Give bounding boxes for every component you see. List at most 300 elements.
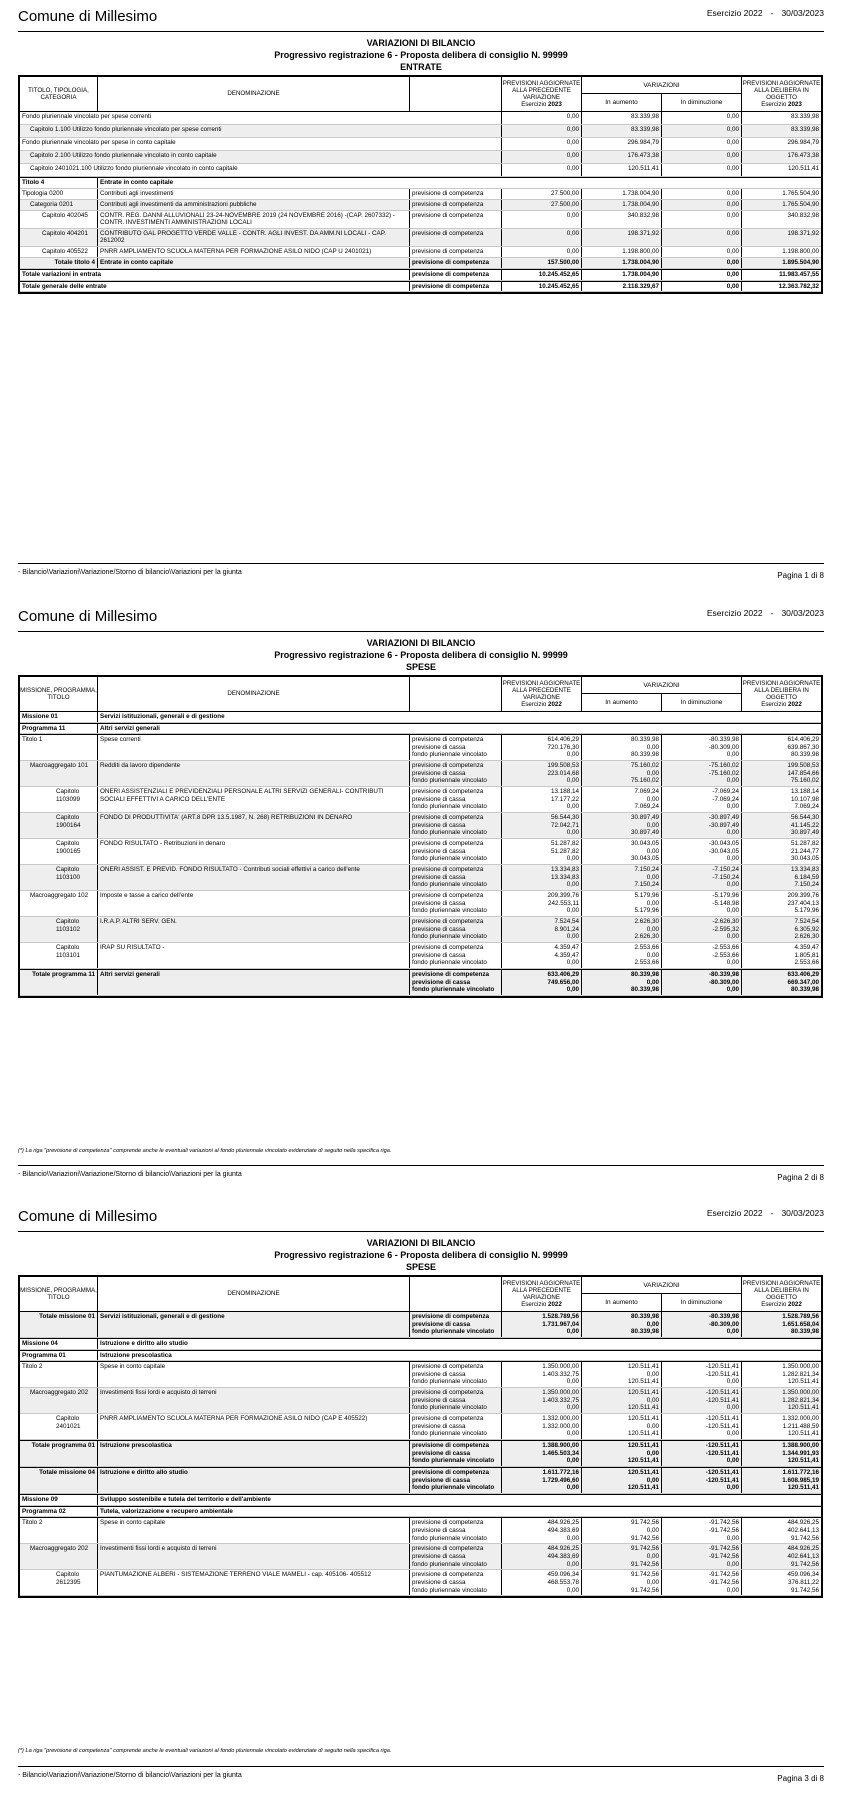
table-row [20, 1414, 821, 1440]
row-code [20, 200, 98, 210]
row-value [662, 125, 742, 137]
row-value-line: 4.359,47 [554, 944, 579, 952]
row-value [582, 247, 662, 257]
row-value-line: 0,00 [646, 769, 659, 777]
row-value [582, 943, 662, 968]
prev-prec-label: PREVISIONI AGGIORNATE ALLA PRECEDENTE VARIAZIONE [502, 679, 581, 701]
row-type-line: previsione di competenza [412, 247, 484, 255]
row-value-line: 0,00 [646, 873, 659, 881]
row-value [742, 189, 821, 199]
row-denominazione-line: Altri servizi generali [100, 971, 160, 979]
row-value-line: 1.403.332,75 [542, 1370, 579, 1378]
row-value-line: 12.363.782,32 [778, 282, 819, 290]
row-value-line: 7.524,54 [554, 918, 579, 926]
col-header-variazioni: VARIAZIONI [582, 1277, 742, 1294]
row-value-line: 176.473,38 [787, 152, 819, 159]
table-row [20, 1350, 821, 1362]
row-value-line: 120.511,41 [627, 1484, 659, 1492]
row-value-line: 0,00 [566, 1404, 579, 1412]
col-header-prev-delib [742, 677, 821, 711]
row-type-line: previsione di competenza [412, 892, 484, 900]
row-type-line: previsione di competenza [412, 211, 484, 219]
year: 2023 [548, 101, 562, 109]
row-value [502, 1312, 582, 1337]
row-value-line: 1.738.004,90 [622, 270, 659, 278]
row-value-line: 30.897,49 [630, 814, 659, 822]
row-type-line: previsione di competenza [412, 944, 484, 952]
row-value-line: 91.742,56 [630, 1534, 659, 1542]
row-denominazione [98, 724, 821, 734]
row-value-line: 30.043,05 [630, 840, 659, 848]
page-header [18, 608, 824, 632]
row-value-line: 120.511,41 [627, 1389, 659, 1397]
row-value-line: 614.406,29 [787, 736, 819, 744]
row-type-line: previsione di competenza [412, 1545, 484, 1553]
row-code-line: Programma 02 [22, 1507, 66, 1515]
row-value-line: 10.107,98 [790, 795, 819, 803]
row-value-line: 7.150,24 [794, 881, 819, 889]
row-value-line: 484.926,25 [787, 1519, 819, 1527]
row-value-line: 0,00 [726, 200, 739, 208]
row-type-line: previsione di competenza [412, 1571, 484, 1579]
row-type [410, 761, 502, 786]
row-value-line: 1.765.504,90 [782, 200, 819, 208]
row-value-line: 30.897,49 [630, 829, 659, 837]
row-type-line: previsione di cassa [412, 978, 471, 986]
row-code [20, 247, 98, 257]
row-value-line: 80.339,98 [790, 751, 819, 759]
footer-path: - Bilancio\Variazioni\Variazione/Storno di bilancio\Variazioni per la giunta [18, 1772, 242, 1779]
row-value-line: -7.150,24 [712, 866, 739, 874]
row-code [20, 164, 502, 176]
row-code-line: Capitolo 402045 [42, 211, 88, 219]
row-value-line: 91.742,56 [630, 1571, 659, 1579]
page-header [18, 8, 824, 32]
row-value-line: 120.511,41 [787, 1457, 819, 1465]
doc-subtitle: Progressivo registrazione 6 - Proposta delibera di consiglio N. 99999 [274, 1250, 568, 1260]
row-value-line: 0,00 [566, 152, 579, 159]
table-row [20, 189, 821, 200]
row-value [582, 917, 662, 942]
section-title: ENTRATE [400, 62, 442, 72]
table-row [20, 211, 821, 229]
row-value-line: 0,00 [726, 282, 739, 290]
row-value-line: 1.729.496,60 [542, 1476, 579, 1484]
table-row [20, 1506, 821, 1518]
row-value-line: 209.399,76 [787, 892, 819, 900]
row-value-line: 4.359,47 [554, 951, 579, 959]
row-value [742, 891, 821, 916]
table-body [20, 111, 821, 292]
row-value-line: 633.406,29 [547, 971, 579, 979]
row-type-line: previsione di competenza [412, 736, 484, 744]
row-value-line: 1.611.772,16 [782, 1469, 819, 1477]
exercise-date: Esercizio 2022 - 30/03/2023 [706, 1208, 824, 1218]
row-denominazione [98, 1507, 821, 1517]
row-value-line: -120.511,41 [705, 1396, 739, 1404]
row-code-line: Macroaggregato 202 [30, 1389, 89, 1397]
row-value-line: 0,00 [646, 821, 659, 829]
row-value [582, 970, 662, 995]
row-type-line: previsione di competenza [412, 1469, 489, 1477]
row-value-line: 0,00 [726, 907, 739, 915]
row-value-line: 30.043,05 [790, 855, 819, 863]
row-value [742, 761, 821, 786]
row-denominazione [98, 1495, 821, 1505]
row-value-line: 0,00 [566, 803, 579, 811]
row-type [410, 282, 502, 292]
row-value-line: -75.160,02 [708, 762, 739, 770]
row-value-line: 13.334,83 [550, 873, 579, 881]
row-code [20, 1570, 98, 1595]
doc-subtitle: Progressivo registrazione 6 - Proposta delibera di consiglio N. 99999 [274, 650, 568, 660]
row-value-line: 0,00 [566, 165, 579, 172]
row-value [502, 200, 582, 210]
table-row [20, 1361, 821, 1388]
row-type [410, 943, 502, 968]
row-denominazione-line: PNRR AMPLIAMENTO SCUOLA MATERNA PER FORMAZIONE ASILO NIDO (CAP U 2401021) [100, 247, 372, 255]
row-value-line: 0,00 [646, 743, 659, 751]
row-value-line: 494.383,69 [547, 1526, 579, 1534]
col-header-diminuzione: In diminuzione [662, 1294, 742, 1311]
row-value [742, 735, 821, 760]
row-value-line: 1.332.000,00 [542, 1415, 579, 1423]
table-row [20, 969, 821, 996]
row-code [20, 151, 502, 163]
row-value-line: 83.339,98 [630, 113, 659, 120]
row-type [410, 1441, 502, 1466]
row-code-line: Titolo 2 [22, 1519, 43, 1527]
row-value [742, 270, 821, 280]
row-value [502, 1414, 582, 1439]
row-value-line: 1.403.332,75 [542, 1396, 579, 1404]
esercizio-label: Esercizio [521, 1301, 549, 1309]
row-type-line: previsione di cassa [412, 743, 466, 751]
row-value [502, 917, 582, 942]
row-value-line: 21.244,77 [790, 847, 819, 855]
row-denominazione-line: Altri servizi generali [100, 724, 160, 732]
row-value-line: 0,00 [646, 847, 659, 855]
row-code [20, 712, 98, 722]
row-value-line: 0,00 [646, 1526, 659, 1534]
row-value-line: 0,00 [646, 1320, 659, 1328]
row-value-line: 484.926,25 [787, 1545, 819, 1553]
page-number: Pagina 1 di 8 [777, 571, 824, 580]
page-footer [18, 1766, 824, 1783]
row-value [502, 1570, 582, 1595]
row-code-line: Capitolo 2401021.100 Utilizzo fondo pluriennale vincolato in conto capitale [30, 165, 238, 172]
row-value [662, 138, 742, 150]
table-row [20, 1544, 821, 1570]
prev-delib-year [742, 101, 821, 108]
table-body [20, 711, 821, 996]
esercizio-label: Esercizio [521, 701, 549, 709]
row-value-line: 0,00 [726, 113, 739, 120]
row-value [502, 211, 582, 228]
row-value-line: 75.160,02 [630, 762, 659, 770]
row-type-line: previsione di cassa [412, 1578, 466, 1586]
row-value-line: 0,00 [726, 1586, 739, 1594]
table-row [20, 712, 821, 723]
col-header-denominazione: DENOMINAZIONE [98, 77, 410, 111]
row-value [502, 970, 582, 995]
row-type-line: previsione di cassa [412, 1476, 471, 1484]
row-type [410, 1362, 502, 1387]
row-value-line: 0,00 [726, 986, 739, 994]
row-value-line: 0,00 [726, 803, 739, 811]
row-value-line: 83.339,98 [790, 113, 819, 120]
row-value [662, 917, 742, 942]
row-value-line: -80.339,98 [708, 971, 739, 979]
row-code-line: Capitolo 404201 [42, 229, 88, 237]
row-type-line: fondo pluriennale vincolato [412, 881, 487, 889]
col-header-prev-delib [742, 77, 821, 111]
row-value-line: 0,00 [566, 1328, 579, 1336]
exercise-date: Esercizio 2022 - 30/03/2023 [706, 608, 824, 618]
col-header-denominazione: DENOMINAZIONE [98, 677, 410, 711]
row-value [502, 151, 582, 163]
row-code [20, 1468, 98, 1493]
row-value [662, 970, 742, 995]
table-row [20, 151, 821, 164]
row-code-line: Macroaggregato 102 [30, 892, 89, 900]
row-value [662, 1312, 742, 1337]
row-code [20, 1507, 98, 1517]
row-type-line: previsione di cassa [412, 769, 466, 777]
row-value [742, 112, 821, 124]
table-row [20, 138, 821, 151]
row-type-line: previsione di cassa [412, 925, 466, 933]
row-value-line: 749.656,00 [547, 978, 579, 986]
row-denominazione-line: Istruzione e diritto allo studio [100, 1469, 188, 1477]
row-denominazione [98, 943, 410, 968]
footnote: (*) La riga "previsione di competenza" comprende anche le eventuali variazioni al fondo pluriennale vincolato evidenziate di seguito nella specifica riga. [18, 1748, 392, 1754]
row-value-line: 7.524,54 [794, 918, 819, 926]
row-type [410, 1388, 502, 1413]
row-value-line: -2.553,66 [712, 944, 739, 952]
row-value-line: 0,00 [566, 1586, 579, 1594]
row-code [20, 970, 98, 995]
row-type-line: fondo pluriennale vincolato [412, 1560, 487, 1568]
row-value-line: 402.641,13 [787, 1552, 819, 1560]
row-denominazione-line: FONDO RISULTATO - Retribuzioni in denaro [100, 840, 226, 848]
table-row [20, 112, 821, 125]
row-value-line: 120.511,41 [787, 1430, 819, 1438]
row-type-line: previsione di cassa [412, 1552, 466, 1560]
table-row [20, 164, 821, 177]
row-value-line: 120.511,41 [787, 165, 819, 172]
esercizio-label: Esercizio [521, 101, 549, 109]
row-code [20, 891, 98, 916]
row-value [582, 151, 662, 163]
row-type-line: fondo pluriennale vincolato [412, 959, 487, 967]
row-code [20, 1414, 98, 1439]
row-denominazione-line: Servizi istituzionali, generali e di gestione [100, 713, 225, 720]
row-type-line: previsione di competenza [412, 1389, 484, 1397]
row-value-line: 2.553,66 [634, 944, 659, 952]
row-value [502, 1544, 582, 1569]
row-value-line: 13.334,83 [790, 866, 819, 874]
col-header-prev-prec [502, 677, 582, 711]
row-value-line: 120.511,41 [627, 1415, 659, 1423]
row-value-line: 459.096,34 [787, 1571, 819, 1579]
row-value-line: 296.984,79 [627, 139, 659, 146]
row-value-line: 75.160,02 [790, 777, 819, 785]
row-value-line: 91.742,56 [630, 1519, 659, 1527]
row-code-line: Capitolo 1103100 [56, 866, 81, 881]
row-value-line: 1.465.503,34 [542, 1449, 579, 1457]
row-value-line: 120.511,41 [627, 1404, 659, 1412]
row-value [582, 1414, 662, 1439]
row-value-line: 0,00 [566, 247, 579, 255]
page-2 [0, 600, 842, 1200]
row-code [20, 1495, 98, 1505]
row-type-line: fondo pluriennale vincolato [412, 1534, 487, 1542]
row-denominazione-line: Contributi agli investimenti da amministrazioni pubbliche [100, 200, 257, 208]
row-value-line: 2.118.329,67 [622, 282, 659, 290]
prev-delib-year [742, 1301, 821, 1308]
row-code-line: Totale variazioni in entrata [22, 270, 101, 278]
row-value [582, 282, 662, 292]
row-value [742, 1312, 821, 1337]
row-code [20, 865, 98, 890]
row-value [742, 1441, 821, 1466]
row-value [502, 891, 582, 916]
row-value-line: 120.511,41 [627, 1378, 659, 1386]
row-denominazione [98, 200, 410, 210]
row-value [582, 189, 662, 199]
row-value-line: 120.511,41 [627, 1442, 659, 1450]
row-value-line: 1.350.000,00 [542, 1363, 579, 1371]
row-value [502, 229, 582, 246]
row-denominazione [98, 1362, 410, 1387]
row-denominazione [98, 1351, 821, 1361]
row-value [502, 125, 582, 137]
row-code-line: Totale programma 11 [32, 971, 95, 979]
row-value [582, 1468, 662, 1493]
row-type-line: fondo pluriennale vincolato [412, 829, 487, 837]
prev-delib-label: PREVISIONI AGGIORNATE ALLA DELIBERA IN OGGETTO [742, 1279, 821, 1301]
row-code-line: Macroaggregato 202 [30, 1545, 89, 1553]
row-value [742, 1544, 821, 1569]
row-value-line: 0,00 [726, 1560, 739, 1568]
row-type-line: previsione di competenza [412, 788, 484, 796]
row-value [582, 1518, 662, 1543]
row-value-line: 199.508,53 [547, 762, 579, 770]
row-value-line: 0,00 [726, 1378, 739, 1386]
row-value [742, 865, 821, 890]
row-value-line: 376.811,22 [787, 1578, 819, 1586]
row-denominazione [98, 917, 410, 942]
row-value-line: 340.832,98 [627, 211, 659, 219]
row-value [742, 813, 821, 838]
section-title: SPESE [405, 662, 436, 672]
row-value [742, 1388, 821, 1413]
year: 2022 [788, 701, 802, 709]
row-denominazione-line: Spese in conto capitale [100, 1363, 166, 1371]
row-value-line: 0,00 [726, 258, 739, 266]
row-value-line: 198.371,92 [627, 229, 659, 237]
row-denominazione-line: Imposte e tasse a carico dell'ente [100, 892, 194, 900]
row-value [502, 1518, 582, 1543]
page-3 [0, 1200, 842, 1795]
row-value-line: -120.511,41 [705, 1422, 739, 1430]
row-value-line: 80.339,98 [790, 986, 819, 994]
table-row [20, 125, 821, 138]
row-value-line: -80.339,98 [708, 736, 739, 744]
row-value-line: 0,00 [726, 247, 739, 255]
row-type [410, 970, 502, 995]
row-value-line: -120.511,41 [705, 1415, 739, 1423]
row-type [410, 247, 502, 257]
row-value [582, 891, 662, 916]
table-header [20, 77, 821, 111]
row-value [662, 151, 742, 163]
row-value-line: 41.145,22 [790, 821, 819, 829]
row-value [502, 189, 582, 199]
row-type-line: fondo pluriennale vincolato [412, 1328, 495, 1336]
col-header-diminuzione: In diminuzione [662, 94, 742, 111]
row-value-line: 1.282.821,34 [782, 1370, 819, 1378]
footnote: (*) La riga "previsione di competenza" comprende anche le eventuali variazioni al fondo pluriennale vincolato evidenziate di seguito nella specifica riga. [18, 1148, 392, 1154]
row-denominazione [98, 1339, 821, 1349]
col-header-diminuzione: In diminuzione [662, 694, 742, 711]
col-header-type [410, 677, 502, 711]
row-value [742, 282, 821, 292]
row-value-line: 0,00 [726, 1534, 739, 1542]
row-code-line: Titolo 1 [22, 736, 43, 744]
row-value-line: 468.553,78 [547, 1578, 579, 1586]
row-denominazione [98, 1414, 410, 1439]
row-type [410, 1570, 502, 1595]
row-denominazione-line: Redditi da lavoro dipendente [100, 762, 181, 770]
row-code [20, 1441, 98, 1466]
row-code [20, 917, 98, 942]
row-value-line: 639.867,30 [787, 743, 819, 751]
esercizio-label: Esercizio [761, 101, 789, 109]
row-type [410, 891, 502, 916]
row-value-line: 2.553,66 [634, 959, 659, 967]
row-value-line: 2.626,30 [634, 918, 659, 926]
esercizio-label: Esercizio [761, 701, 789, 709]
row-value-line: 157.500,00 [547, 258, 579, 266]
row-value-line: 10.245.452,65 [538, 282, 579, 290]
municipality-name: Comune di Millesimo [18, 8, 158, 25]
row-value-line: -120.511,41 [705, 1363, 739, 1371]
row-value-line: 51.287,82 [550, 840, 579, 848]
row-type-line: previsione di competenza [412, 1519, 484, 1527]
row-value-line: 0,00 [646, 1578, 659, 1586]
row-code [20, 112, 502, 124]
row-code-line: Capitolo 405522 [42, 247, 88, 255]
row-value-line: 0,00 [566, 777, 579, 785]
row-code [20, 761, 98, 786]
row-denominazione [98, 1441, 410, 1466]
row-type-line: previsione di cassa [412, 1422, 466, 1430]
row-value-line: 633.406,29 [787, 971, 819, 979]
row-value-line: 0,00 [726, 1328, 739, 1336]
row-value-line: 147.854,66 [787, 769, 819, 777]
row-denominazione-line: FONDO DI PRODUTTIVITA' (ART.8 DPR 13.5.1987, N. 268) RETRIBUZIONI IN DENARO [100, 814, 353, 822]
row-value-line: -120.511,41 [705, 1442, 739, 1450]
row-value-line: 2.553,66 [794, 959, 819, 967]
row-code-line: Totale generale delle entrate [22, 282, 107, 290]
row-code-line: Categoria 0201 [30, 200, 74, 208]
row-value [582, 200, 662, 210]
row-value-line: 120.511,41 [627, 165, 659, 172]
row-value-line: 0,00 [726, 1404, 739, 1412]
row-value-line: 83.339,98 [790, 126, 819, 133]
